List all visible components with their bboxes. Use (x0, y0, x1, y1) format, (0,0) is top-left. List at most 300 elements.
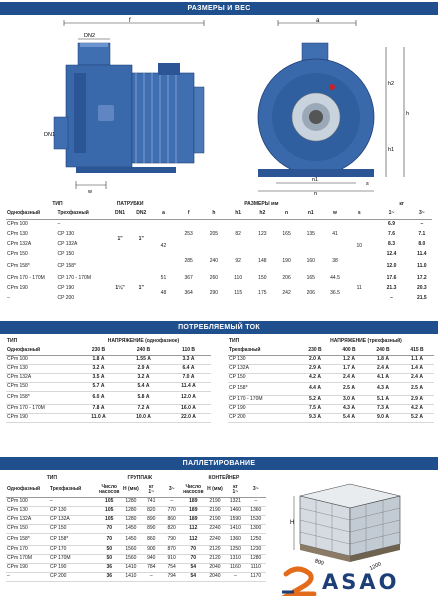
current-cell: 4.4 А (298, 382, 332, 395)
table-row-model1: CPm 150 (7, 250, 28, 257)
pump-side-drawing (14, 17, 209, 195)
group-cell: 70 (98, 524, 121, 533)
container-cell: 1360 (225, 533, 245, 545)
table-row (6, 364, 211, 373)
logo-text: ASAO (322, 570, 400, 594)
dims-col-kg1: 1~ (371, 209, 411, 219)
container-cell: 1300 (246, 524, 266, 533)
dims-kg3: 8.0 (418, 240, 426, 247)
label-h2: h2 (388, 81, 395, 87)
single-col-110: 110 В (166, 346, 211, 355)
table-row (6, 545, 266, 554)
dimensions-banner: РАЗМЕРЫ И ВЕС (0, 2, 438, 15)
pallet-count-header: Число насосов (98, 483, 121, 497)
dims-g1-s: 10 (356, 242, 362, 249)
group-cell: 1560 (121, 545, 141, 554)
model1-cell: CPm 132A (6, 515, 49, 524)
current-cell: 1.1 А (400, 355, 434, 364)
container-cell: 2040 (205, 572, 225, 581)
dims-col-s: s (347, 209, 371, 219)
current-cell: 4.2 А (298, 373, 332, 382)
model-cell: CP 190 (228, 404, 298, 413)
current-cell: 4.2 А (400, 404, 434, 413)
group-cell: 50 (98, 554, 121, 563)
current-cell: 5.2 А (298, 395, 332, 404)
table-row-model1: CPm 132A (7, 240, 32, 247)
current-cell: 11.4 А (166, 382, 211, 391)
group-cell: 1410 (121, 572, 141, 581)
single-phase-current-table (6, 337, 211, 423)
group-cell: 36 (98, 572, 121, 581)
dims-col-h: h (202, 209, 226, 219)
group-cell: – (141, 572, 161, 581)
model1-cell: CPm 170 (6, 545, 49, 554)
group-cell: 820 (161, 524, 181, 533)
current-cell: 3.3 А (166, 355, 211, 364)
dims-g2-s: 11 (356, 284, 362, 291)
dims-g2-h2: 150 (258, 274, 267, 281)
dims-g1-a: 42 (160, 242, 167, 249)
dims-kg1: 8.3 (388, 240, 395, 247)
dims-kg1: 6.9 (388, 220, 395, 227)
pallet-3-header: 3~ (161, 483, 181, 497)
table-row-model3: CP 170 - 170M (57, 274, 92, 281)
group-cell: 940 (141, 554, 161, 563)
current-cell: 3.5 А (76, 373, 121, 382)
group-cell: 770 (161, 506, 181, 515)
dims-g2-h1: 110 (234, 274, 243, 281)
current-cell: 1.4 А (400, 364, 434, 373)
pallet-label-h: H (290, 520, 295, 526)
table-row (6, 572, 266, 581)
dimensions-table (6, 200, 432, 303)
dims-kg1: 21.3 (386, 284, 397, 291)
table-row (228, 395, 434, 404)
table-row-model1: CPm 130 (7, 230, 28, 237)
table-row (6, 533, 266, 545)
dims-g1-h1: 82 (235, 230, 241, 237)
group-cell: 1410 (121, 563, 141, 572)
current-cell: 2.9 А (121, 364, 166, 373)
group-cell: 105 (98, 515, 121, 524)
single-col-240: 240 В (121, 346, 166, 355)
three-phase-current-table (228, 337, 434, 423)
dims-g2-f: 367 (184, 274, 193, 281)
current-cell: 2.9 А (298, 364, 332, 373)
dims-nozzles-header: ПАТРУБКИ (116, 201, 144, 207)
dims-g2-n1: 165 (306, 274, 315, 281)
container-cell: 1110 (246, 563, 266, 572)
current-cell: 7.2 А (121, 404, 166, 413)
container-cell: 70 (182, 545, 205, 554)
table-row-model3: CP 158* (57, 262, 77, 269)
container-h-header: H (мм) (205, 483, 225, 497)
table-row (228, 355, 434, 364)
group-cell: 870 (161, 545, 181, 554)
table-row-model1: CPm 158* (7, 262, 30, 269)
group-cell: 70 (98, 533, 121, 545)
dims-g2-h2v2: 175 (258, 289, 267, 296)
current-cell: 4.3 А (332, 404, 366, 413)
dims-g1-h2: 123 (258, 230, 267, 237)
current-cell: 10.0 А (121, 413, 166, 422)
current-cell: 5.4 А (121, 382, 166, 391)
dims-g1-n: 165 (282, 230, 291, 237)
container-cell: 70 (182, 554, 205, 563)
three-col-415: 415 В (400, 346, 434, 355)
label-dn2: DN2 (84, 33, 96, 39)
current-cell: 3.2 А (76, 364, 121, 373)
dims-col-h1: h1 (226, 209, 250, 219)
dims-col-h2: h2 (250, 209, 274, 219)
table-row (6, 497, 266, 506)
container-cell: 1280 (246, 554, 266, 563)
table-row (6, 524, 266, 533)
dims-rows (6, 219, 432, 303)
model-cell: CPm 158* (6, 391, 76, 404)
group-cell: 890 (141, 515, 161, 524)
group-cell: 784 (141, 563, 161, 572)
dims-empty (109, 259, 131, 273)
dims-col-n1: n1 (299, 209, 323, 219)
group-cell: 741 (141, 497, 161, 506)
dims-col-w: w (323, 209, 347, 219)
table-row (6, 413, 211, 422)
table-row (228, 413, 434, 422)
table-row (6, 554, 266, 563)
pallet-three-header: Трехфазный (49, 483, 98, 497)
table-row-model3: CP 190 (57, 284, 75, 291)
group-cell: 105 (98, 506, 121, 515)
dims-g2-n: 206 (282, 274, 291, 281)
container-cell: 1410 (225, 524, 245, 533)
group-cell: 790 (161, 533, 181, 545)
group-cell: 1280 (121, 506, 141, 515)
group-cell: 860 (141, 533, 161, 545)
dims-g2-h1v: 115 (234, 289, 243, 296)
table-row-model3: – (57, 220, 61, 227)
current-cell: 1.7 А (332, 364, 366, 373)
group-cell: 1280 (121, 515, 141, 524)
dims-g1-n1v: 160 (306, 257, 315, 264)
group-cell: 36 (98, 563, 121, 572)
three-voltage-header: НАПРЯЖЕНИЕ (трехфазный) (330, 338, 402, 344)
container-cell: 1590 (225, 515, 245, 524)
table-row (6, 355, 211, 364)
container-cell: 1250 (246, 533, 266, 545)
dims-three-phase-header: Трехфазный (56, 209, 108, 219)
dims-col-dn2: DN2 (131, 209, 151, 219)
group-cell: 1560 (121, 554, 141, 563)
current-cell: 2.4 А (332, 373, 366, 382)
model3-cell: CP 190 (49, 563, 98, 572)
container-1-header: 1~ (232, 488, 239, 495)
label-h: h (406, 111, 410, 117)
container-cell: 1310 (225, 554, 245, 563)
dims-kg3: 11.0 (417, 262, 427, 269)
table-row (6, 506, 266, 515)
group-cell: 754 (161, 563, 181, 572)
dims-kg3: 11.4 (417, 250, 427, 257)
dims-col-kg3: 3~ (412, 209, 432, 219)
pallet-h-header: H (мм) (121, 483, 141, 497)
current-cell: 16.0 А (166, 404, 211, 413)
container-cell: 2240 (205, 524, 225, 533)
table-row-model1: CPm 170 - 170M (7, 274, 45, 281)
single-voltage-header: НАПРЯЖЕНИЕ (однофазное) (107, 338, 180, 344)
model-cell: CP 150 (228, 373, 298, 382)
model3-cell: CP 170M (49, 554, 98, 563)
label-w: w (88, 189, 92, 195)
table-row-model3: CP 150 (57, 250, 75, 257)
three-col-230: 230 В (298, 346, 332, 355)
single-type-header: ТИП (7, 338, 18, 344)
model-cell: CP 132A (228, 364, 298, 373)
current-cell: 5.1 А (366, 395, 400, 404)
dims-g1-dn2: 1" (138, 235, 144, 242)
table-row (6, 404, 211, 413)
current-cell: 2.5 А (400, 382, 434, 395)
container-cell: – (246, 497, 266, 506)
table-row-model1: CPm 100 (7, 220, 28, 227)
current-cell: 4.3 А (366, 382, 400, 395)
label-h1: h1 (388, 147, 395, 153)
container-cell: 54 (182, 563, 205, 572)
dims-kg3: 20.3 (416, 284, 427, 291)
label-n1: n1 (312, 177, 319, 183)
group-cell: 1450 (121, 533, 141, 545)
dims-kg3: – (420, 220, 424, 227)
container-cell: 1230 (246, 545, 266, 554)
pump-front-drawing (236, 17, 436, 195)
container-cell: 2240 (205, 533, 225, 545)
container-cell: 189 (182, 497, 205, 506)
model3-cell: CP 150 (49, 524, 98, 533)
model1-cell: CPm 170M (6, 554, 49, 563)
current-cell: 1.8 А (366, 355, 400, 364)
dims-kg3: 7.1 (418, 230, 426, 237)
current-cell: 5.8 А (121, 391, 166, 404)
container-count-header: Число насосов (182, 483, 205, 497)
current-cell: 1.55 А (121, 355, 166, 364)
dims-g1-f: 253 (184, 230, 193, 237)
dims-g1-h1v: 92 (235, 257, 241, 264)
group-cell: 1280 (121, 497, 141, 506)
dims-kg1: 7.6 (388, 230, 395, 237)
table-row (6, 515, 266, 524)
table-row (6, 563, 266, 572)
dims-g1-h2v: 240 (209, 257, 219, 264)
model1-cell: CPm 150 (6, 524, 49, 533)
model3-cell: CP 130 (49, 506, 98, 515)
table-row-model3: CP 200 (57, 294, 75, 301)
dims-g1-n2: 190 (282, 257, 291, 264)
model-cell: CPm 100 (6, 355, 76, 364)
dims-g2-dn2: 1" (138, 284, 144, 291)
dims-g2-a1: 51 (160, 274, 167, 281)
current-cell: 2.4 А (400, 373, 434, 382)
current-cell: 22.0 А (166, 413, 211, 422)
model-cell: CP 170 - 170M (228, 395, 298, 404)
model-cell: CPm 150 (6, 382, 76, 391)
label-dn1: DN1 (44, 132, 56, 138)
table-row (6, 373, 211, 382)
table-row (228, 382, 434, 395)
label-a: a (316, 18, 320, 24)
container-cell: 112 (182, 524, 205, 533)
current-cell: 7.8 А (76, 404, 121, 413)
single-model-header: Однофазный (6, 346, 76, 355)
single-col-230: 230 В (76, 346, 121, 355)
pallet-single-header: Однофазный (6, 483, 49, 497)
dims-g2-dn1: 1¼" (115, 284, 125, 291)
container-cell: 189 (182, 515, 205, 524)
current-cell: 2.5 А (332, 382, 366, 395)
dims-kg1: 12.0 (386, 262, 397, 269)
model3-cell: CP 200 (49, 572, 98, 581)
dims-g1-f2: 285 (184, 257, 193, 264)
table-row (228, 364, 434, 373)
dims-g2-n2: 242 (282, 289, 291, 296)
dims-g1-h: 205 (209, 230, 219, 237)
group-cell: 890 (141, 524, 161, 533)
group-cell: – (161, 497, 181, 506)
container-cell: – (225, 572, 245, 581)
pallet-kg-header: кг (148, 483, 154, 490)
logo-mark (280, 566, 320, 596)
dims-sizes-header: РАЗМЕРЫ (244, 201, 270, 207)
dims-col-n: n (274, 209, 298, 219)
model3-cell: CP 158* (49, 533, 98, 545)
current-cell: 3.2 А (121, 373, 166, 382)
dims-g1-w2: 38 (332, 257, 338, 264)
three-type-header: ТИП (229, 338, 240, 344)
dims-type-header: ТИП (52, 201, 63, 207)
container-3-header: 3~ (246, 483, 266, 497)
table-row (6, 391, 211, 404)
container-cell: 2120 (205, 554, 225, 563)
current-cell: 2.4 А (366, 364, 400, 373)
current-cell: 5.2 А (400, 413, 434, 422)
model1-cell: CPm 100 (6, 497, 49, 506)
dims-g2-h: 260 (209, 274, 219, 281)
current-cell: 7.0 А (166, 373, 211, 382)
label-s: s (366, 181, 369, 187)
dims-kg1: – (390, 294, 393, 301)
group-cell: 900 (141, 545, 161, 554)
current-cell: 2.0 А (298, 355, 332, 364)
current-cell: 12.0 А (166, 391, 211, 404)
group-cell: 50 (98, 545, 121, 554)
container-cell: 189 (182, 506, 205, 515)
current-cell: 11.0 А (76, 413, 121, 422)
container-cell: 1321 (225, 497, 245, 506)
pallet-banner: ПАЛЛЕТИРОВАНИЕ (0, 457, 438, 470)
pallet-1-header: 1~ (148, 488, 155, 495)
container-kg-header: кг (233, 483, 238, 490)
model3-cell: CP 170 (49, 545, 98, 554)
label-n: n (314, 191, 318, 195)
dims-mm-header: мм (271, 201, 279, 207)
three-col-400: 400 В (332, 346, 366, 355)
container-cell: 1250 (225, 545, 245, 554)
model-cell: CPm 170 - 170M (6, 404, 76, 413)
container-cell: 1170 (246, 572, 266, 581)
dims-empty (131, 259, 151, 273)
model1-cell: – (6, 572, 49, 581)
dims-g2-w: 44.5 (330, 274, 340, 281)
group-cell: 794 (161, 572, 181, 581)
group-cell: 1450 (121, 524, 141, 533)
pallet-container-header: КОНТЕЙНЕР (208, 475, 240, 481)
container-cell: 1460 (225, 506, 245, 515)
pallet-group-header: ГРУППАЖ (127, 475, 153, 481)
table-row-model3: CP 132A (57, 240, 78, 247)
model-cell: CP 200 (228, 413, 298, 422)
container-cell: 2190 (205, 506, 225, 515)
model3-cell: – (49, 497, 98, 506)
asao-logo (280, 566, 430, 596)
container-cell: 2190 (205, 515, 225, 524)
table-row-model1: – (7, 294, 10, 301)
container-cell: 1160 (225, 563, 245, 572)
current-cell: 2.9 А (400, 395, 434, 404)
dims-kg1: 17.6 (386, 274, 397, 281)
model-cell: CP 158* (228, 382, 298, 395)
table-row-model3: CP 130 (57, 230, 75, 237)
dims-g2-f2: 364 (184, 289, 193, 296)
model1-cell: CPm 158* (6, 533, 49, 545)
pallet-table (6, 474, 266, 582)
dims-col-a: a (151, 209, 175, 219)
current-cell: 9.3 А (298, 413, 332, 422)
dims-col-dn1: DN1 (109, 209, 131, 219)
dims-g1-dn1: 1" (117, 235, 123, 242)
label-f: f (129, 18, 131, 24)
model-cell: CPm 130 (6, 364, 76, 373)
current-cell: 1.8 А (76, 355, 121, 364)
dims-g1-h2v2: 148 (258, 257, 267, 264)
container-cell: 54 (182, 572, 205, 581)
current-cell: 5.4 А (332, 413, 366, 422)
dims-g2-h2v: 290 (209, 289, 219, 296)
three-col-240: 240 В (366, 346, 400, 355)
group-cell: 860 (161, 515, 181, 524)
current-cell: 5.7 А (76, 382, 121, 391)
dims-g2-w2: 36.5 (330, 289, 340, 296)
current-cell: 6.0 А (76, 391, 121, 404)
container-cell: 1530 (246, 515, 266, 524)
container-cell: 2120 (205, 545, 225, 554)
container-cell: 1360 (246, 506, 266, 515)
dims-kg1: 12.4 (386, 250, 397, 257)
dims-g1-w: 41 (332, 230, 338, 237)
power-banner: ПОТРЕБЛЯЕМЫЙ ТОК (0, 321, 438, 334)
pallet-label-d: 800 (313, 558, 325, 567)
model-cell: CPm 190 (6, 413, 76, 422)
current-cell: 7.5 А (298, 404, 332, 413)
table-row (228, 373, 434, 382)
dims-g2-n1v: 206 (306, 289, 315, 296)
container-cell: 2040 (205, 563, 225, 572)
dims-g2-a2: 48 (160, 289, 167, 296)
three-model-header: Трехфазный (228, 346, 298, 355)
model3-cell: CP 132A (49, 515, 98, 524)
model1-cell: CPm 130 (6, 506, 49, 515)
pallet-type-header: ТИП (46, 475, 57, 481)
table-row (6, 382, 211, 391)
group-cell: 105 (98, 497, 121, 506)
